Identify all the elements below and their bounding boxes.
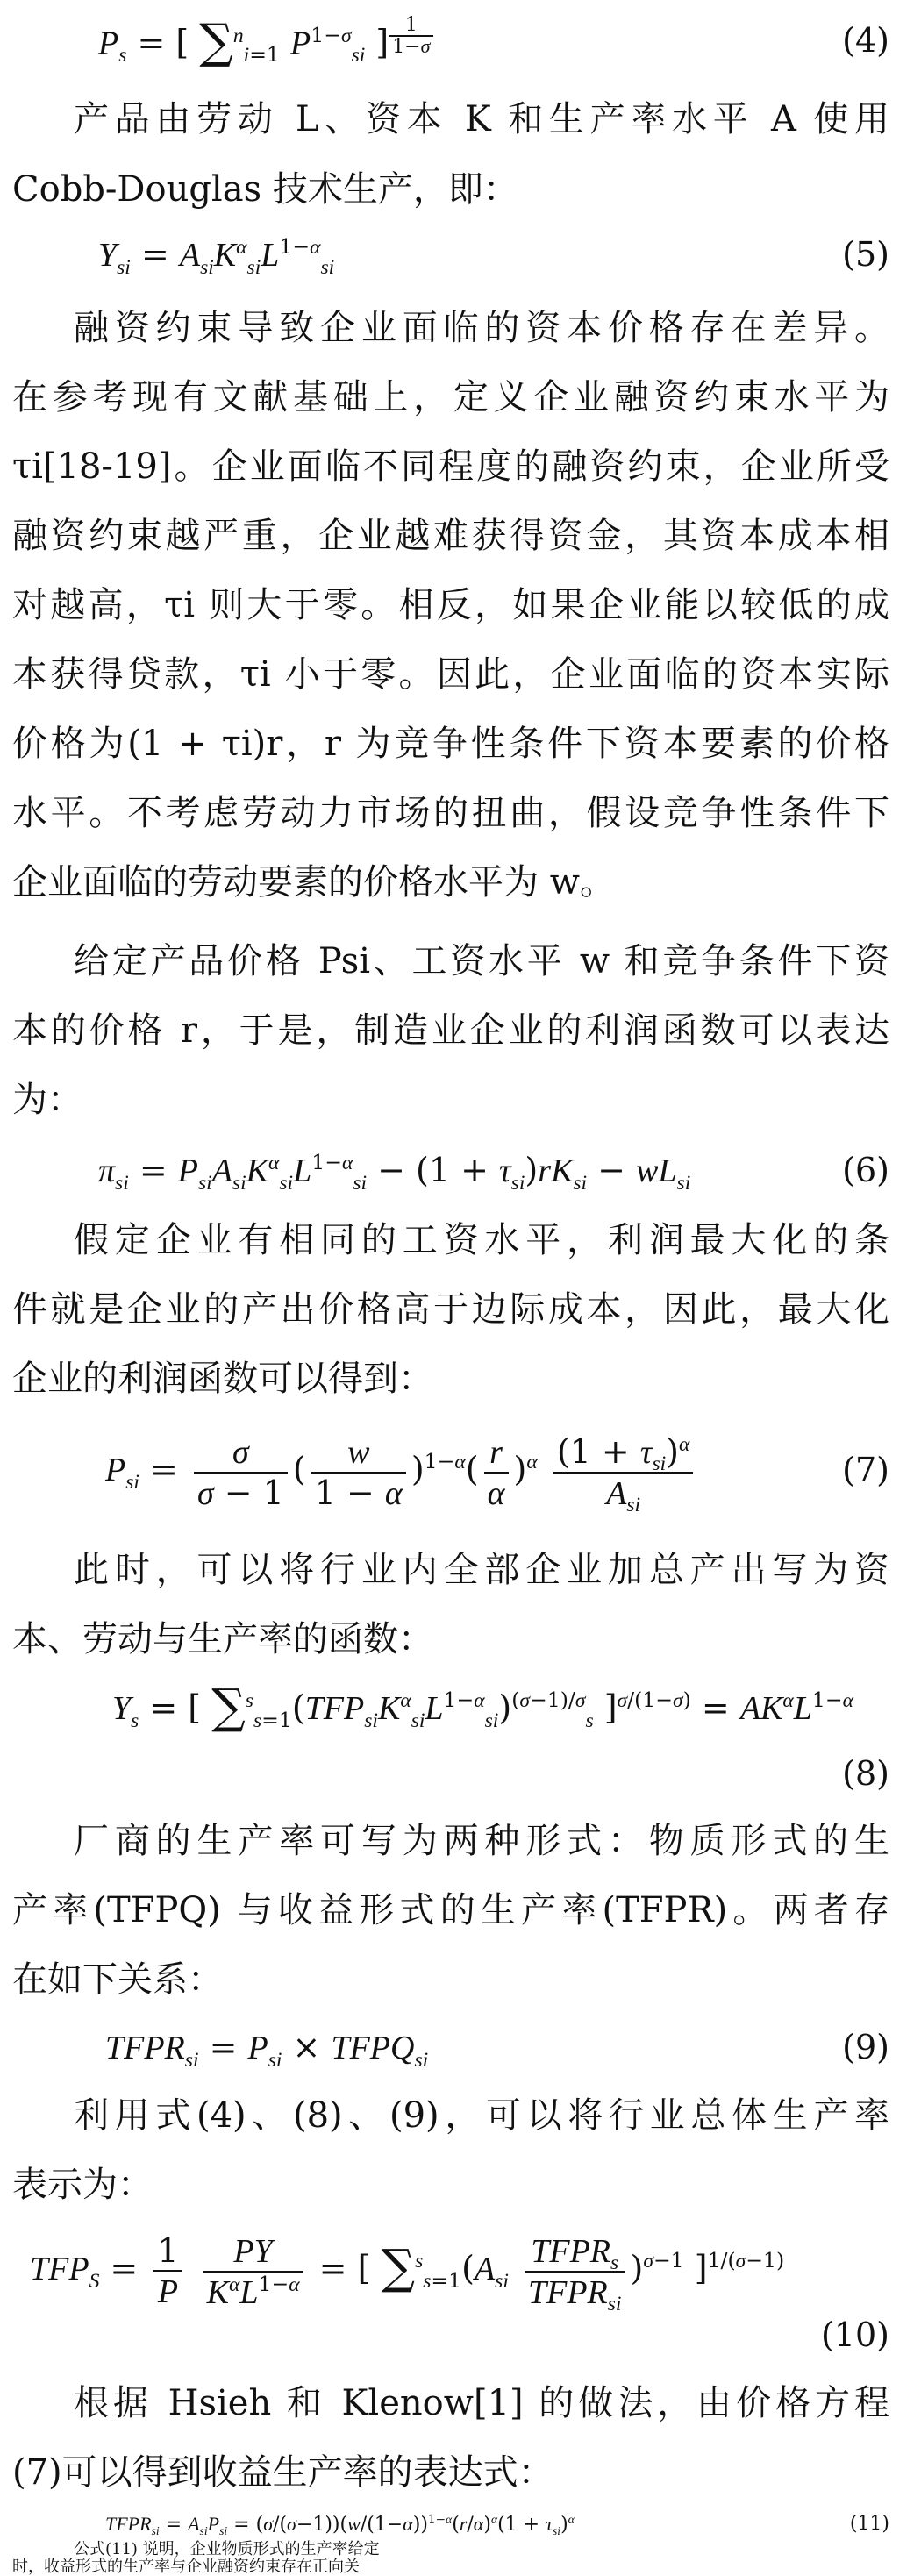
text-line: 为： [12,1080,82,1120]
text-line: 企业面临的劳动要素的价格水平为 w。 [12,862,615,903]
equation-6: $\pi_{si} = P_{si}A_{si}K^\alpha_{si}L^{1-\alpha}_{si} - (1 + \tau_{si})rK_{si} - wL_{si}$ [98,1150,691,1195]
text-line: 公式(11) 说明，企业物质形式的生产率给定 [74,2540,380,2558]
text-line: 融资约束越严重，企业越难获得资金，其资本成本相 [12,516,889,556]
equation-11: $TFPR_{si} = A_{si}P_{si} = (\sigma/(\sigma-1))(w/(1-\alpha))^{1-\alpha}(r/\alpha)^\alpha(1 + \tau_{si})^\alpha$ (11) [0,2508,921,2541]
text-line: 企业的利润函数可以得到： [12,1359,433,1399]
text-line: 价格为(1 + τi)r，r 为竞争性条件下资本要素的价格 [12,724,889,764]
equation-8: $Y_s$ = [ $\sum^s_{s=1}(TFP_{si}K^\alpha_{si}L^{1-\alpha}_{si})^{(\sigma-1)/\sigma}_s$ ]$^{\sigma/(1-\sigma)} = AK^\alpha L^{1-\alpha}$ [112,1679,853,1734]
page-footer-clip [0,2508,921,2576]
equation-number-10: (10) [820,2316,889,2354]
text-line: 本获得贷款，τi 小于零。因此，企业面临的资本实际 [12,654,889,695]
text-line: 表示为： [12,2165,153,2205]
text-line: 本的价格 r，于是，制造业企业的利润函数可以表达 [12,1010,889,1051]
text-line: 产率(TFPQ) 与收益形式的生产率(TFPR)。两者存 [12,1890,889,1930]
text-line: 根据 Hsieh 和 Klenow[1] 的做法，由价格方程 [74,2383,889,2423]
equation-7: $P_{si}$ = $\frac{\sigma}{\sigma - 1}$ ( $\frac{w}{1 - \alpha}$ )$^{1-\alpha}$( $\frac{r}{\alpha}$ )$^\alpha$ $\frac{(1 + \tau_{si})^\alpha}{A_{si}}$ [105,1421,698,1517]
text-line: 给定产品价格 Psi、工资水平 w 和竞争条件下资 [74,941,889,981]
text-line: 厂商的生产率可写为两种形式：物质形式的生 [74,1821,889,1861]
equation-number-11: (11) [849,2513,889,2535]
equation-number-8: (8) [842,1754,889,1793]
equation-number-4: (4) [842,21,889,60]
text-line: 在如下关系： [12,1959,223,2000]
text-line: 本、劳动与生产率的函数： [12,1619,433,1659]
text-line: Cobb-Douglas 技术生产，即： [12,169,518,210]
equation-number-9: (9) [842,2028,889,2066]
text-line: 件就是企业的产出价格高于边际成本，因此，最大化 [12,1289,889,1330]
text-line: 在参考现有文献基础上，定义企业融资约束水平为 [12,377,889,417]
text-line: 水平。不考虑劳动力市场的扭曲，假设竞争性条件下 [12,793,889,833]
text-line: 产品由劳动 L、资本 K 和生产率水平 A 使用 [74,99,889,139]
text-line: 时，收益形式的生产率与企业融资约束存在正向关 [12,2558,360,2576]
equation-9: $TFPR_{si} = P_{si}$ × $TFPQ_{si}$ [105,2028,429,2072]
equation-5: $Y_{si} = A_{si}K^\alpha_{si}L^{1-\alpha}_{si}$ [98,234,335,279]
text-line: τi[18-19]。企业面临不同程度的融资约束，企业所受 [12,446,889,487]
text-line: 利用式(4)、(8)、(9)，可以将行业总体生产率 [74,2095,889,2136]
text-line: (7)可以得到收益生产率的表达式： [12,2452,553,2493]
equation-number-7: (7) [842,1451,889,1489]
equation-4: $P_s$ = [ ∑$^n_{i=1}$ $P^{1-\sigma}_{si}$ ] $^{\frac{1}{1-\sigma}}$ [98,16,433,68]
equation-number-5: (5) [842,235,889,274]
text-line: 融资约束导致企业面临的资本价格存在差异。 [74,308,889,348]
text-line: 假定企业有相同的工资水平，利润最大化的条 [74,1220,889,1260]
equation-number-6: (6) [842,1151,889,1189]
text-line: 对越高，τi 则大于零。相反，如果企业能以较低的成 [12,585,889,625]
equation-10: $TFP_S$ = $\frac{1}{P}$ $\frac{PY}{K^\alpha L^{1-\alpha}}$ = [ $\sum^s_{s=1}(A_{si}$ $\frac{TFPR_s}{TFPR_{si}}$ )$^{\sigma-1}$ ]$^{1/(\sigma-1)}$ [30,2231,785,2316]
text-line: 此时，可以将行业内全部企业加总产出写为资 [74,1550,889,1590]
